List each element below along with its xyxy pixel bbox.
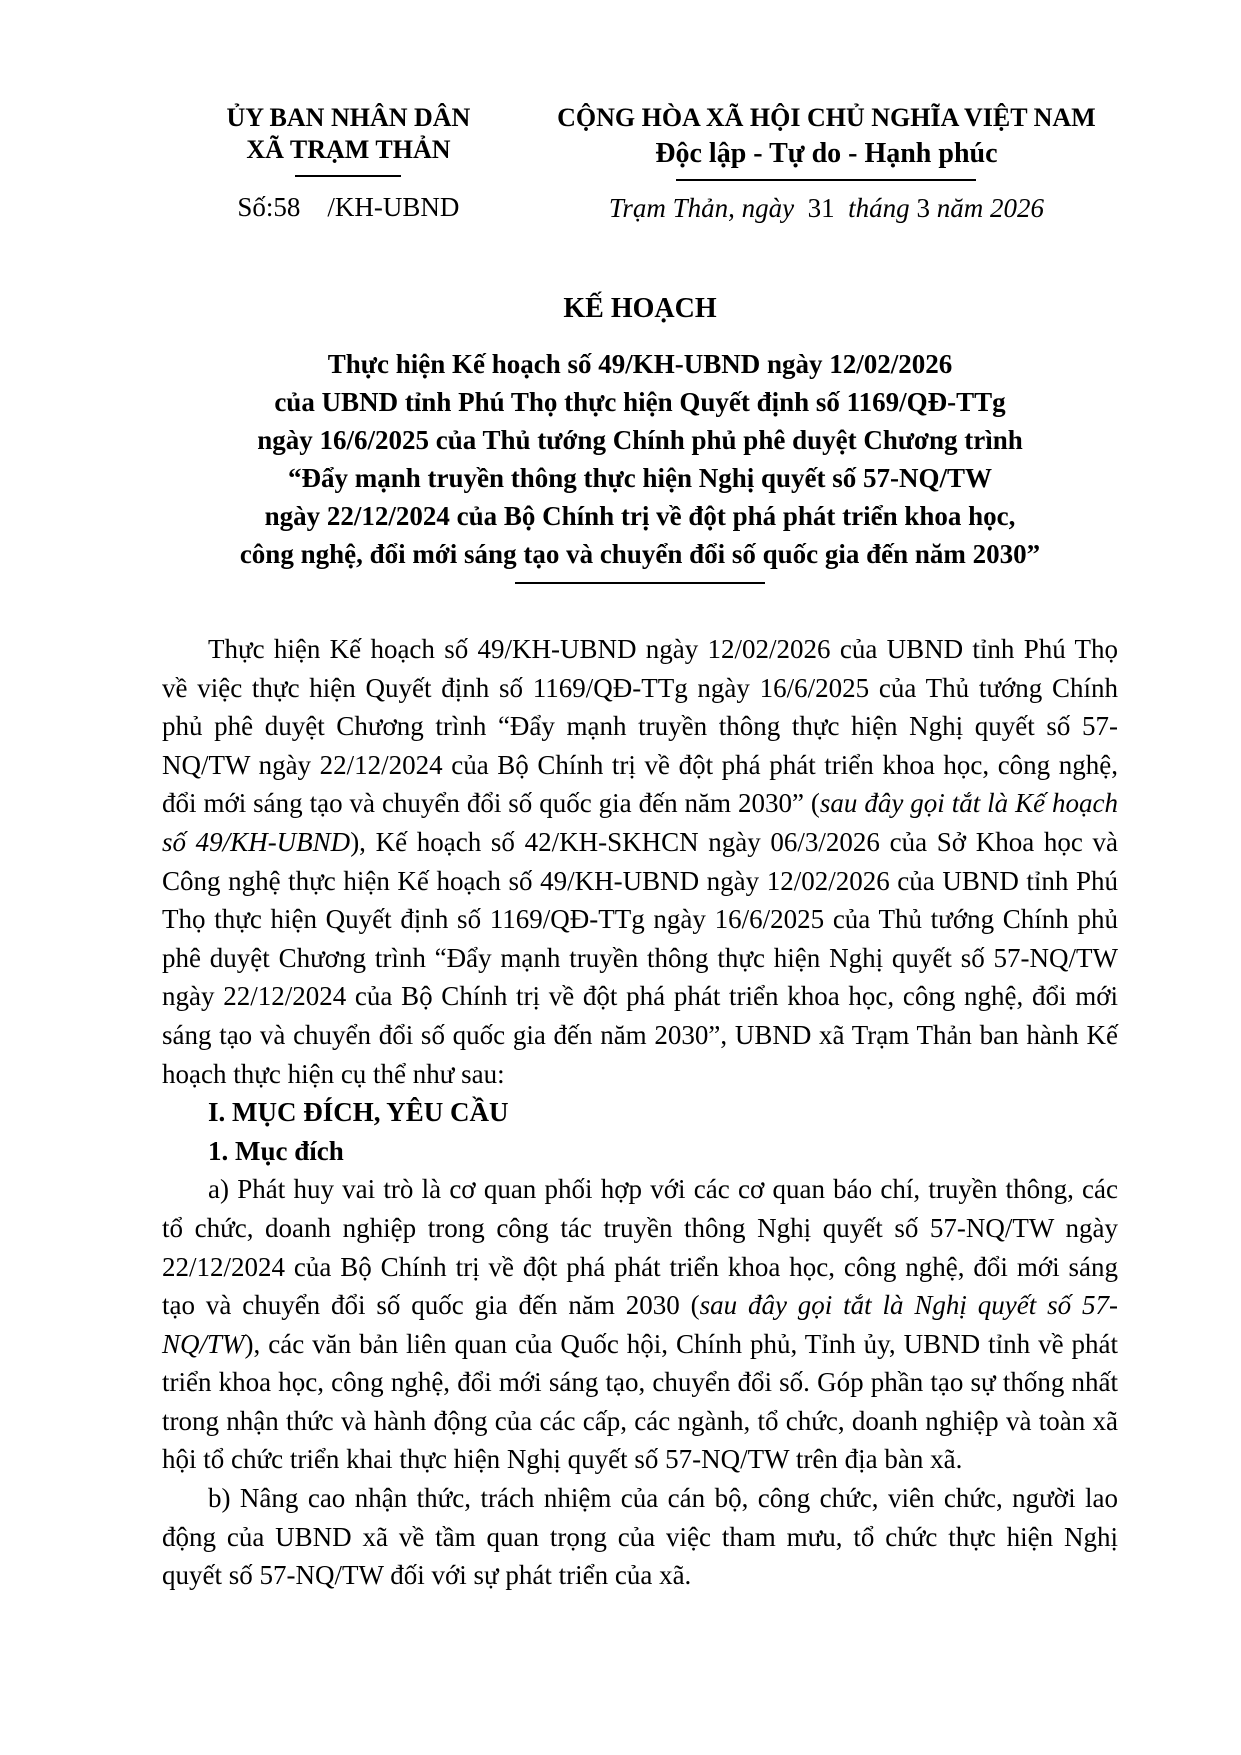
national-motto-line2: Độc lập - Tự do - Hạnh phúc	[655, 138, 998, 169]
subtitle-line: Thực hiện Kế hoạch số 49/KH-UBND ngày 12/02/2026	[327, 349, 953, 379]
national-motto-line1: CỘNG HÒA XÃ HỘI CHỦ NGHĨA VIỆT NAM	[557, 103, 1096, 132]
document-title: KẾ HOẠCH	[563, 293, 717, 324]
issuing-authority-name: XÃ TRẠM THẢN	[246, 135, 451, 164]
subtitle-line: ngày 16/6/2025 của Thủ tướng Chính phủ phê duyệt Chương trình	[257, 425, 1023, 455]
national-motto-block	[535, 102, 1118, 225]
document-header	[162, 102, 1118, 225]
place-and-date-line: Trạm Thản, ngày 31 tháng 3 năm 2026	[608, 193, 1044, 223]
section-subheading-1: 1. Mục đích	[208, 1135, 344, 1166]
subtitle-line: của UBND tỉnh Phú Thọ thực hiện Quyết định số 1169/QĐ-TTg	[274, 387, 1006, 417]
point-b-paragraph: b) Nâng cao nhận thức, trách nhiệm của cán bộ, công chức, viên chức, người lao động của UBND xã về tầm quan trọng của việc tham mưu, tổ chức thực hiện Nghị quyết số 57-NQ/TW đối với sự phát triển của xã.	[162, 1483, 1118, 1591]
document-subtitle	[162, 345, 1118, 573]
authority-underline	[295, 175, 401, 177]
section-heading-1: I. MỤC ĐÍCH, YÊU CẦU	[208, 1097, 509, 1128]
document-number: Số:58 /KH-UBND	[237, 192, 460, 222]
subtitle-line: công nghệ, đổi mới sáng tạo và chuyển đổi số quốc gia đến năm 2030”	[239, 539, 1041, 569]
document-body	[162, 630, 1118, 1595]
issuing-authority-parent: ỦY BAN NHÂN DÂN	[226, 103, 471, 132]
subtitle-line: “Đẩy mạnh truyền thông thực hiện Nghị quyết số 57-NQ/TW	[287, 463, 993, 493]
title-underline	[515, 582, 765, 584]
subtitle-line: ngày 22/12/2024 của Bộ Chính trị về đột phá phát triển khoa học,	[264, 501, 1016, 531]
title-block	[162, 291, 1118, 584]
intro-paragraph: Thực hiện Kế hoạch số 49/KH-UBND ngày 12/02/2026 của UBND tỉnh Phú Thọ về việc thực hiện Quyết định số 1169/QĐ-TTg ngày 16/6/2025 của Thủ tướng Chính phủ phê duyệt Chương trình “Đẩy mạnh truyền thông thực hiện Nghị quyết số 57-NQ/TW ngày 22/12/2024 của Bộ Chính trị về đột phá phát triển khoa học, công nghệ, đổi mới sáng tạo và chuyển đổi số quốc gia đến năm 2030” (sau đây gọi tắt là Kế hoạch số 49/KH-UBND), Kế hoạch số 42/KH-SKHCN ngày 06/3/2026 của Sở Khoa học và Công nghệ thực hiện Kế hoạch số 49/KH-UBND ngày 12/02/2026 của UBND tỉnh Phú Thọ thực hiện Quyết định số 1169/QĐ-TTg ngày 16/6/2025 của Thủ tướng Chính phủ phê duyệt Chương trình “Đẩy mạnh truyền thông thực hiện Nghị quyết số 57-NQ/TW ngày 22/12/2024 của Bộ Chính trị về đột phá phát triển khoa học, công nghệ, đổi mới sáng tạo và chuyển đổi số quốc gia đến năm 2030”, UBND xã Trạm Thản ban hành Kế hoạch thực hiện cụ thể như sau:	[162, 634, 1118, 1089]
issuing-authority-block	[162, 102, 535, 225]
motto-underline	[676, 179, 976, 181]
point-a-paragraph: a) Phát huy vai trò là cơ quan phối hợp với các cơ quan báo chí, truyền thông, các tổ chức, doanh nghiệp trong công tác truyền thông Nghị quyết số 57-NQ/TW ngày 22/12/2024 của Bộ Chính trị về đột phá phát triển khoa học, công nghệ, đổi mới sáng tạo và chuyển đổi số quốc gia đến năm 2030 (sau đây gọi tắt là Nghị quyết số 57-NQ/TW), các văn bản liên quan của Quốc hội, Chính phủ, Tỉnh ủy, UBND tỉnh về phát triển khoa học, công nghệ, đổi mới sáng tạo, chuyển đổi số. Góp phần tạo sự thống nhất trong nhận thức và hành động của các cấp, các ngành, tổ chức, doanh nghiệp và toàn xã hội tổ chức triển khai thực hiện Nghị quyết số 57-NQ/TW trên địa bàn xã.	[162, 1174, 1118, 1475]
